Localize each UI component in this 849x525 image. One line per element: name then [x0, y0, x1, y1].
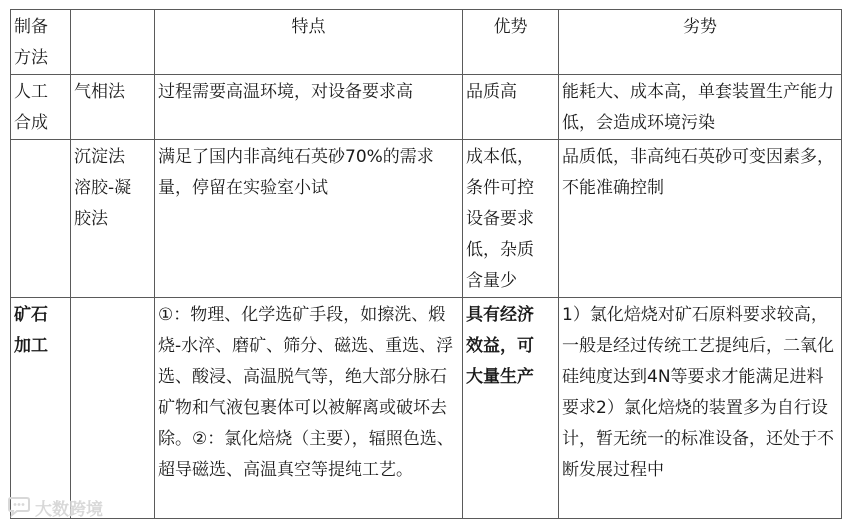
row-disadvantages-cell: 品质低，非高纯石英砂可变因素多，不能准确控制 [559, 140, 842, 298]
row-features-cell: ①：物理、化学选矿手段，如擦洗、煅烧-水淬、磨矿、筛分、磁选、重选、浮选、酸浸、高温脱气等，绝大部分脉石矿物和气液包裹体可以被解离或破坏去除。②：氯化焙烧（主要），辐照色选、超导磁选、高温真空等提纯工艺。 [155, 298, 463, 519]
header-disadvantages: 劣势 [559, 10, 842, 75]
row-disadvantages-cell: 能耗大、成本高，单套装置生产能力低，会造成环境污染 [559, 75, 842, 140]
table-row [11, 75, 842, 140]
comparison-table [10, 9, 842, 519]
header-features: 特点 [155, 10, 463, 75]
row-group-cell [11, 140, 71, 298]
header-advantages: 优势 [463, 10, 559, 75]
row-group-cell: 矿石 加工 [11, 298, 71, 519]
header-method: 制备 方法 [11, 10, 71, 75]
row-subcategory-cell: 气相法 [71, 75, 155, 140]
watermark-text: 大数跨境 [35, 499, 103, 520]
row-subcategory-cell: 沉淀法 溶胶-凝 胶法 [71, 140, 155, 298]
row-advantages-cell: 成本低， 条件可控 设备要求 低，杂质 含量少 [463, 140, 559, 298]
table-row [11, 140, 842, 298]
chat-bubble-logo-icon [6, 496, 32, 518]
row-features-cell: 满足了国内非高纯石英砂70%的需求量，停留在实验室小试 [155, 140, 463, 298]
header-row [11, 10, 842, 75]
watermark [6, 494, 103, 520]
row-features-cell: 过程需要高温环境，对设备要求高 [155, 75, 463, 140]
row-advantages-cell: 品质高 [463, 75, 559, 140]
row-disadvantages-cell: 1）氯化焙烧对矿石原料要求较高，一般是经过传统工艺提纯后，二氧化硅纯度达到4N等要求才能满足进料要求2）氯化焙烧的装置多为自行设计，暂无统一的标准设备，还处于不断发展过程中 [559, 298, 842, 519]
header-subcategory [71, 10, 155, 75]
row-group-cell: 人工 合成 [11, 75, 71, 140]
table-row [11, 298, 842, 519]
row-advantages-cell: 具有经济 效益，可 大量生产 [463, 298, 559, 519]
row-subcategory-cell [71, 298, 155, 519]
